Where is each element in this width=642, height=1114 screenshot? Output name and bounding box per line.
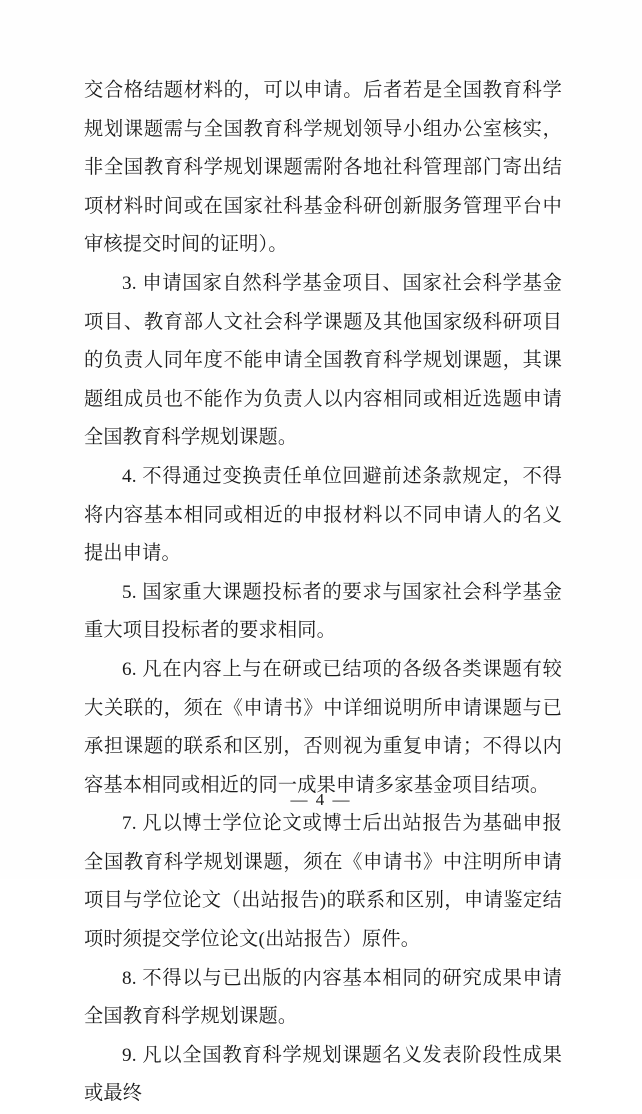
page-body-text — [84, 72, 562, 1114]
paragraph-item-5: 5. 国家重大课题投标者的要求与国家社会科学基金重大项目投标者的要求相同。 — [84, 581, 562, 642]
paragraph-item-9: 9. 凡以全国教育科学规划课题名义发表阶段性成果或最终 — [84, 1044, 562, 1105]
paragraph-item-3: 3. 申请国家自然科学基金项目、国家社会科学基金项目、教育部人文社会科学课题及其他国家级科研项目的负责人同年度不能申请全国教育科学规划课题，其课题组成员也不能作为负责人以内容相同或相近选题申请全国教育科学规划课题。 — [84, 272, 562, 449]
page-number: — 4 — — [290, 790, 352, 809]
paragraph-item-8: 8. 不得以与已出版的内容基本相同的研究成果申请全国教育科学规划课题。 — [84, 967, 562, 1028]
paragraph-item-7: 7. 凡以博士学位论文或博士后出站报告为基础申报全国教育科学规划课题，须在《申请书》中注明所申请项目与学位论文（出站报告)的联系和区别，申请鉴定结项时须提交学位论文(出站报告）原件。 — [84, 813, 562, 951]
paragraph-continued: 交合格结题材料的，可以申请。后者若是全国教育科学规划课题需与全国教育科学规划领导小组办公室核实，非全国教育科学规划课题需附各地社科管理部门寄出结项材料时间或在国家社科基金科研创新服务管理平台中审核提交时间的证明）。 — [84, 80, 562, 256]
paragraph-item-4: 4. 不得通过变换责任单位回避前述条款规定，不得将内容基本相同或相近的申报材料以不同申请人的名义提出申请。 — [84, 465, 562, 565]
paragraph-item-6: 6. 凡在内容上与在研或已结项的各级各类课题有较大关联的，须在《申请书》中详细说明所申请课题与已承担课题的联系和区别，否则视为重复申请；不得以内容基本相同或相近的同一成果申请多家基金项目结项。 — [84, 658, 562, 796]
